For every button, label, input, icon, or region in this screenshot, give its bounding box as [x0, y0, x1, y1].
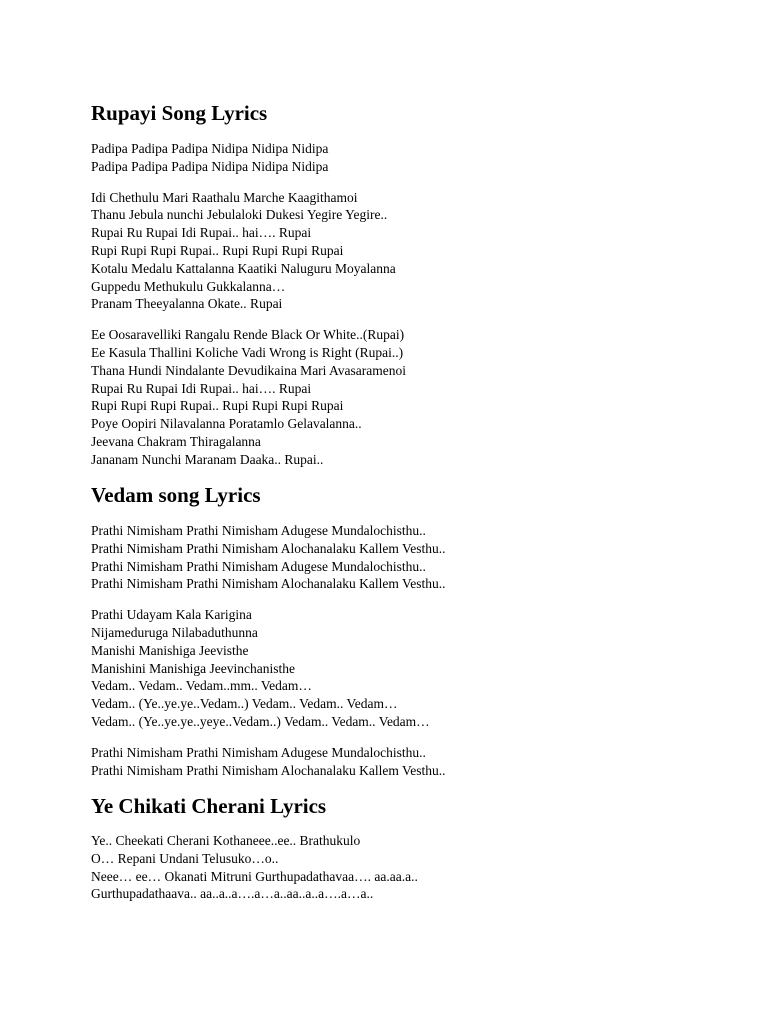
lyric-line: Rupi Rupi Rupi Rupai.. Rupi Rupi Rupi Rupai: [91, 242, 344, 258]
lyrics-stanza: [91, 326, 741, 468]
lyrics-stanza: [91, 832, 741, 903]
lyric-line: Neee… ee… Okanati Mitruni Gurthupadathavaa…. aa.aa.a..: [91, 868, 418, 884]
lyric-line: Vedam.. (Ye..ye.ye..Vedam..) Vedam.. Vedam.. Vedam…: [91, 696, 398, 712]
lyric-line: Prathi Nimisham Prathi Nimisham Alochanalaku Kallem Vesthu..: [91, 762, 446, 778]
lyric-line: Thana Hundi Nindalante Devudikaina Mari Avasaramenoi: [91, 362, 407, 378]
lyric-line: Prathi Udayam Kala Karigina: [91, 607, 252, 623]
lyric-line: Padipa Padipa Padipa Nidipa Nidipa Nidipa: [91, 158, 329, 174]
lyric-line: Prathi Nimisham Prathi Nimisham Adugese Mundalochisthu..: [91, 523, 426, 538]
lyric-line: Jeevana Chakram Thiragalanna: [91, 433, 261, 449]
lyric-line: Rupai Ru Rupai Idi Rupai.. hai…. Rupai: [91, 380, 312, 396]
lyric-line: Poye Oopiri Nilavalanna Poratamlo Gelavalanna..: [91, 416, 362, 432]
lyrics-stanza: [91, 189, 741, 314]
song-title: Vedam song Lyrics: [91, 483, 261, 507]
lyrics-stanza: [91, 140, 741, 176]
lyric-line: Rupi Rupi Rupi Rupai.. Rupi Rupi Rupi Rupai: [91, 398, 344, 414]
song-section-vedam: [91, 482, 741, 779]
song-title: Rupayi Song Lyrics: [91, 101, 268, 125]
lyric-line: Thanu Jebula nunchi Jebulaloki Dukesi Yegire Yegire..: [91, 207, 388, 223]
song-section-ye-chikati-cherani: [91, 793, 741, 903]
lyric-line: Vedam.. (Ye..ye.ye..yeye..Vedam..) Vedam.. Vedam.. Vedam…: [91, 713, 430, 729]
lyric-line: Rupai Ru Rupai Idi Rupai.. hai…. Rupai: [91, 225, 312, 241]
lyric-line: Ye.. Cheekati Cherani Kothaneee..ee.. Brathukulo: [91, 833, 361, 848]
lyrics-stanza: [91, 744, 741, 780]
lyric-line: Prathi Nimisham Prathi Nimisham Adugese Mundalochisthu..: [91, 744, 426, 760]
lyric-line: Kotalu Medalu Kattalanna Kaatiki Naluguru Moyalanna: [91, 260, 396, 276]
lyrics-stanza: [91, 606, 741, 731]
song-title: Ye Chikati Cherani Lyrics: [91, 794, 327, 818]
lyric-line: Ee Kasula Thallini Koliche Vadi Wrong is Right (Rupai..): [91, 344, 404, 360]
lyric-line: Guppedu Methukulu Gukkalanna…: [91, 278, 286, 294]
song-section-rupayi: [91, 100, 741, 469]
lyric-line: Ee Oosaravelliki Rangalu Rende Black Or White..(Rupai): [91, 327, 405, 343]
lyric-line: Prathi Nimisham Prathi Nimisham Alochanalaku Kallem Vesthu..: [91, 576, 446, 592]
lyric-line: Manishini Manishiga Jeevinchanisthe: [91, 660, 295, 676]
lyric-line: Vedam.. Vedam.. Vedam..mm.. Vedam…: [91, 678, 312, 694]
lyric-line: Manishi Manishiga Jeevisthe: [91, 642, 249, 658]
lyric-line: Prathi Nimisham Prathi Nimisham Alochanalaku Kallem Vesthu..: [91, 540, 446, 556]
lyric-line: Gurthupadathaava.. aa..a..a….a…a..aa..a..a….a…a..: [91, 886, 374, 902]
lyric-line: Padipa Padipa Padipa Nidipa Nidipa Nidipa: [91, 141, 329, 156]
lyrics-stanza: [91, 522, 741, 593]
lyric-line: Idi Chethulu Mari Raathalu Marche Kaagithamoi: [91, 189, 358, 205]
lyric-line: Prathi Nimisham Prathi Nimisham Adugese Mundalochisthu..: [91, 558, 426, 574]
lyric-line: Pranam Theeyalanna Okate.. Rupai: [91, 296, 283, 312]
lyric-line: O… Repani Undani Telusuko…o..: [91, 850, 279, 866]
lyric-line: Nijameduruga Nilabaduthunna: [91, 624, 258, 640]
lyric-line: Jananam Nunchi Maranam Daaka.. Rupai..: [91, 451, 324, 467]
